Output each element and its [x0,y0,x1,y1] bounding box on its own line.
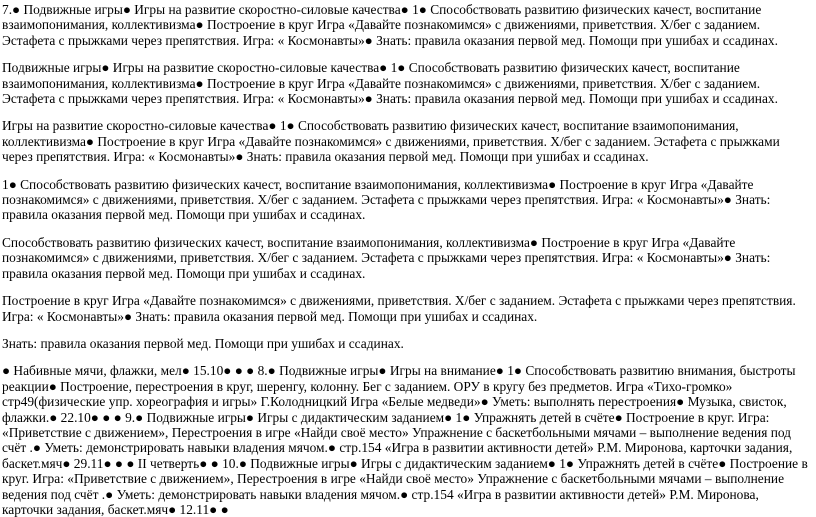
paragraph-lessons-8-10: ● Набивные мячи, флажки, мел● 15.10● ● ● 8.● Подвижные игры● Игры на внимание● 1● Способствовать развитию внимания, быстроты реакции● Построение, перестроения в круг, шеренгу, колонну. Бег с заданием. ОРУ в кругу без предметов. Игра «Тихо-громко» стр49(физические упр. хореография и игры» Г.Колодницкий Игра «Белые медведи»● Уметь: выполнять перестроения● Музыка, свисток, флажки.● 22.10● ● ● 9.● Подвижные игры● Игры с дидактическим заданием● 1● Упражнять детей в счёте● Построение в круг. Игра: «Приветствие с движением», Перестроения в игре «Найди своё место» Упражнение с баскетбольными мячами – выполнение ведения под счёт .● Уметь: демонстрировать навыки владения мячом.● стр.154 «Игра в развитии активности детей» Р.М. Миронова, карточки задания, баскет.мяч● 29.11● ● ● II четверть● ● 10.● Подвижные игры● Игры с дидактическим заданием● 1● Упражнять детей в счёте● Построение в круг. Игра: «Приветствие с движением», Перестроения в игре «Найди своё место» Упражнение с баскетбольными мячами – выполнение ведения под счёт .● Уметь: демонстрировать навыки владения мячом.● стр.154 «Игра в развитии активности детей» Р.М. Миронова, карточки задания, баскет.мяч● 12.11● ● [2,363,808,517]
paragraph-develop-qualities-1: 1● Способствовать развитию физических качест, воспитание взаимопонимания, коллективизма● Построение в круг Игра «Давайте познакомимся» с движениями, приветствия. Х/бег с заданием. Эстафета с прыжками через препятствия. Игра: « Космонавты»● Знать: правила оказания первой мед. Помощи при ушибах и ссадинах. [2,176,771,223]
paragraph-circle-formation: Построение в круг Игра «Давайте познакомимся» с движениями, приветствия. Х/бег с заданием. Эстафета с прыжками через препятствия. Игра: « Космонавты»● Знать: правила оказания первой мед. Помощи при ушибах и ссадинах. [2,293,796,324]
paragraph-first-aid: Знать: правила оказания первой мед. Помощи при ушибах и ссадинах. [2,335,404,351]
paragraph-lesson-7: 7.● Подвижные игры● Игры на развитие скоростно-силовые качества● 1● Способствовать развитию физических качест, воспитание взаимопонимания, коллективизма● Построение в круг Игра «Давайте познакомимся» с движениями, приветствия. Х/бег с заданием. Эстафета с прыжками через препятствия. Игра: « Космонавты»● Знать: правила оказания первой мед. Помощи при ушибах и ссадинах. [2,2,778,48]
paragraph-outdoor-games: Подвижные игры● Игры на развитие скоростно-силовые качества● 1● Способствовать развитию физических качест, воспитание взаимопонимания, коллективизма● Построение в круг Игра «Давайте познакомимся» с движениями, приветствия. Х/бег с заданием. Эстафета с прыжками через препятствия. Игра: « Космонавты»● Знать: правила оказания первой мед. Помощи при ушибах и ссадинах. [2,60,778,107]
paragraph-develop-qualities: Способствовать развитию физических качест, воспитание взаимопонимания, коллективизма● Построение в круг Игра «Давайте познакомимся» с движениями, приветствия. Х/бег с заданием. Эстафета с прыжками через препятствия. Игра: « Космонавты»● Знать: правила оказания первой мед. Помощи при ушибах и ссадинах. [2,234,771,281]
paragraph-speed-strength-games: Игры на развитие скоростно-силовые качества● 1● Способствовать развитию физических качест, воспитание взаимопонимания, коллективизма● Построение в круг Игра «Давайте познакомимся» с движениями, приветствия. Х/бег с заданием. Эстафета с прыжками через препятствия. Игра: « Космонавты»● Знать: правила оказания первой мед. Помощи при ушибах и ссадинах. [2,118,780,165]
